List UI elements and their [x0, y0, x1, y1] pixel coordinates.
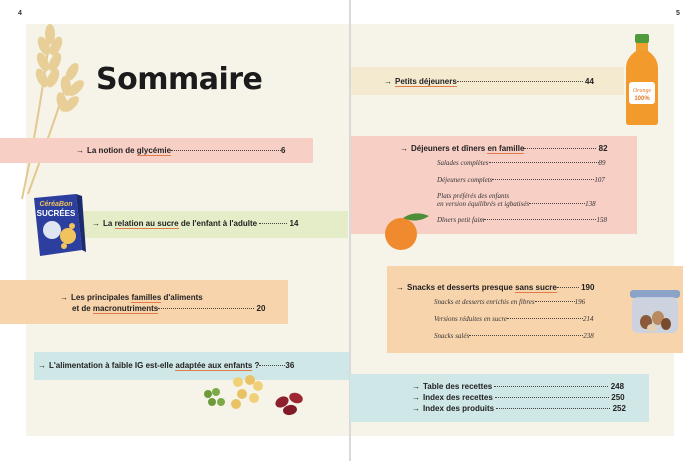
cereal-brand: CéréaBon — [39, 201, 73, 208]
entry-text: de l'enfant à l'adulte — [178, 219, 260, 228]
arrow-icon: → — [38, 361, 46, 370]
leader-dots — [495, 397, 609, 398]
entry-page: 190 — [581, 283, 595, 292]
entry-page: 250 — [611, 393, 625, 402]
entry-text: Index des recettes — [423, 393, 493, 402]
entry-page: 248 — [610, 382, 625, 391]
toc-entry-dejeuners[interactable] — [400, 143, 608, 154]
sub-page: 138 — [585, 200, 596, 208]
sub-page: 196 — [574, 298, 586, 306]
toc-entry-glycemie[interactable] — [76, 145, 285, 156]
leader-dots — [259, 365, 285, 366]
arrow-icon: → — [60, 293, 68, 302]
cereal-label: SUCRÉES — [36, 209, 76, 218]
leader-dots — [158, 308, 254, 309]
entry-text: ? — [252, 361, 260, 370]
sub-label: Déjeuners complets — [437, 176, 493, 184]
leader-dots — [494, 386, 608, 387]
leader-dots — [507, 318, 583, 319]
toc-sub-versions-reduites[interactable] — [434, 315, 594, 324]
leader-dots — [524, 148, 596, 149]
leader-dots — [457, 81, 583, 82]
orange-illustration — [381, 208, 433, 252]
entry-text: Les principales — [71, 293, 132, 302]
entry-text: La notion de — [87, 146, 137, 155]
entry-text: Table des recettes — [423, 382, 493, 391]
page-number-left: 4 — [18, 10, 22, 17]
arrow-icon: → — [400, 144, 408, 153]
toc-sub-plats-preferes-line2[interactable] — [437, 200, 596, 209]
toc-entry-familles-line2[interactable] — [72, 303, 265, 314]
arrow-icon: → — [412, 393, 420, 402]
leader-dots — [492, 179, 594, 180]
sub-label: Versions réduites en sucre — [434, 315, 508, 323]
entry-text: Index des produits — [423, 404, 495, 413]
sub-page: 158 — [596, 216, 607, 224]
entry-highlight: familles — [131, 293, 162, 302]
toc-sub-salades[interactable] — [437, 159, 606, 168]
sub-label: en version équilibrés et igbatisés — [437, 200, 530, 208]
entry-text: La — [103, 219, 115, 228]
entry-page: 36 — [285, 361, 295, 370]
page-title: Sommaire — [96, 62, 263, 97]
leader-dots — [535, 301, 575, 302]
sub-label: Snacks et desserts enrichis en fibres — [434, 298, 535, 306]
entry-highlight: glycémie — [136, 146, 172, 155]
entry-text: Snacks et desserts presque — [407, 283, 516, 292]
juice-bottle-illustration — [624, 34, 660, 126]
sub-label: Dîners petit faim — [437, 216, 485, 224]
entry-page: 14 — [289, 219, 299, 228]
juice-label-bottom: 100% — [634, 96, 650, 102]
sub-page: 107 — [594, 176, 605, 184]
arrow-icon: → — [384, 77, 392, 86]
leader-dots — [489, 162, 599, 163]
cereal-box-illustration — [30, 192, 86, 258]
leader-dots — [484, 219, 596, 220]
toc-entry-relation-sucre[interactable] — [92, 218, 298, 229]
sub-label: Snacks salés — [434, 332, 470, 340]
entry-page: 44 — [585, 77, 594, 86]
arrow-icon: → — [412, 404, 420, 413]
leader-dots — [496, 408, 610, 409]
arrow-icon: → — [76, 146, 84, 155]
entry-text: d'aliments — [161, 293, 203, 302]
leader-dots — [259, 223, 287, 224]
entry-page: 6 — [281, 146, 286, 155]
leader-dots — [171, 150, 281, 151]
toc-sub-snacks-sales[interactable] — [434, 332, 594, 341]
sub-label: Plats préférés des enfants — [437, 192, 510, 200]
legumes-illustration — [200, 372, 324, 420]
sub-page: 89 — [598, 159, 606, 167]
toc-entry-index-produits[interactable] — [412, 403, 626, 414]
juice-label-top: Orange — [632, 88, 652, 94]
wheat-illustration — [10, 14, 90, 204]
entry-highlight: sans sucre — [515, 283, 557, 292]
entry-text: et de — [72, 304, 93, 313]
nut-jar-illustration — [628, 288, 684, 336]
arrow-icon: → — [396, 283, 404, 292]
page-number-right: 5 — [676, 10, 680, 17]
arrow-icon: → — [92, 219, 100, 228]
leader-dots — [557, 287, 579, 288]
toc-sub-diners[interactable] — [437, 216, 607, 225]
toc-entry-adaptee[interactable] — [38, 360, 294, 371]
sub-page: 238 — [583, 332, 594, 340]
entry-highlight: relation au sucre — [114, 219, 179, 228]
toc-entry-familles[interactable] — [60, 292, 203, 303]
entry-text: Déjeuners et dîners — [411, 144, 488, 153]
sub-label: Salades complètes — [437, 159, 489, 167]
entry-highlight: Petits déjeuners — [395, 77, 457, 86]
entry-highlight: macronutriments — [92, 304, 159, 313]
sub-page: 214 — [583, 315, 594, 323]
leader-dots — [469, 335, 583, 336]
toc-entry-index-recettes[interactable] — [412, 392, 625, 403]
arrow-icon: → — [412, 382, 420, 391]
toc-sub-fibres[interactable] — [434, 298, 585, 307]
entry-page: 20 — [256, 304, 266, 313]
toc-entry-table-recettes[interactable] — [412, 381, 624, 392]
entry-text: L'alimentation à faible IG est-elle — [49, 361, 176, 370]
toc-sub-dejeuners-complets[interactable] — [437, 176, 605, 185]
entry-highlight: en famille — [487, 144, 525, 153]
entry-page: 82 — [598, 144, 608, 153]
toc-entry-petits-dejeuners[interactable] — [384, 76, 594, 87]
leader-dots — [529, 203, 585, 204]
entry-page: 252 — [612, 404, 626, 413]
entry-highlight: adaptée aux enfants — [175, 361, 253, 370]
toc-entry-snacks[interactable] — [396, 282, 594, 293]
